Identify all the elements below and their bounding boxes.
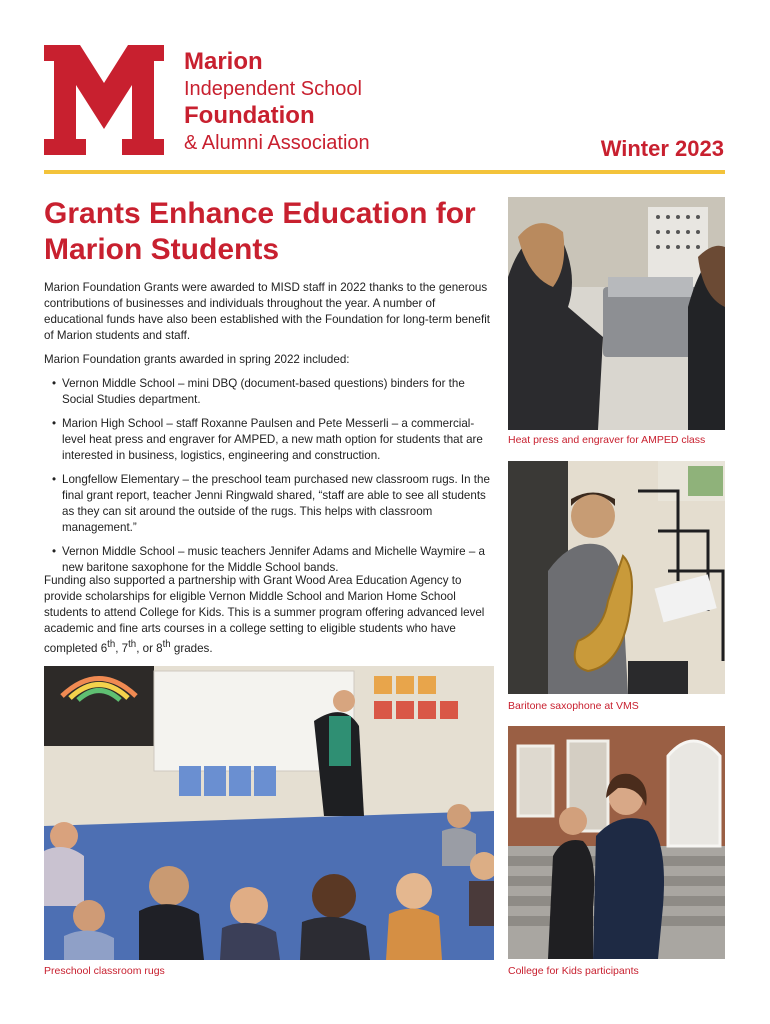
brand-line-independent-school: Independent School xyxy=(184,78,362,100)
article-headline: Grants Enhance Education for Marion Students xyxy=(44,197,476,266)
funding-paragraph: Funding also supported a partnership with Grant Wood Area Education Agency to provide scholarships for eligible Vernon Middle School and Marion Home School students to attend College for Kids. This is a summer program offering advanced level academic and fine arts courses in a college setting to eligible students who have completed 6th, 7th, or 8th grades. xyxy=(44,574,485,655)
college-for-kids-caption: College for Kids participants xyxy=(508,965,639,977)
header-divider xyxy=(44,170,725,174)
list-item: • Vernon Middle School – mini DBQ (document-based questions) binders for the Social Studies department. xyxy=(44,376,494,408)
heat-press-caption: Heat press and engraver for AMPED class xyxy=(508,434,706,446)
heat-press-photo xyxy=(508,197,725,430)
intro-paragraph: Marion Foundation Grants were awarded to MISD staff in 2022 thanks to the generous contributions of businesses and individuals throughout the year. A number of educational funds have also been established with the Foundation for long-term benefit of Marion students and staff. xyxy=(44,281,491,342)
brand-line-foundation: Foundation xyxy=(184,102,315,129)
classroom-rugs-photo xyxy=(44,666,494,960)
marion-m-logo xyxy=(44,45,164,155)
grants-list xyxy=(44,376,494,576)
brand-line-marion: Marion xyxy=(184,48,263,75)
college-for-kids-photo xyxy=(508,726,725,959)
issue-date: Winter 2023 xyxy=(600,136,724,161)
list-item: • Longfellow Elementary – the preschool team purchased new classroom rugs. In the final grant report, teacher Jenni Ringwald shared, “staff are able to see all students as they can sit around the outside of the rugs. This helps with classroom management.” xyxy=(44,472,494,536)
brand-line-alumni: & Alumni Association xyxy=(184,132,370,154)
saxophone-photo xyxy=(508,461,725,694)
list-item: • Vernon Middle School – music teachers Jennifer Adams and Michelle Waymire – a new baritone saxophone for the Middle School bands. xyxy=(44,544,494,576)
classroom-rugs-caption: Preschool classroom rugs xyxy=(44,965,165,977)
saxophone-caption: Baritone saxophone at VMS xyxy=(508,700,639,712)
article-body xyxy=(44,280,494,584)
list-item: • Marion High School – staff Roxanne Paulsen and Pete Messerli – a commercial-level heat press and engraver for AMPED, a new math option for students that are interested in business, logistics, engineering and construction. xyxy=(44,416,494,464)
lead-in-paragraph: Marion Foundation grants awarded in spring 2022 included: xyxy=(44,353,350,366)
